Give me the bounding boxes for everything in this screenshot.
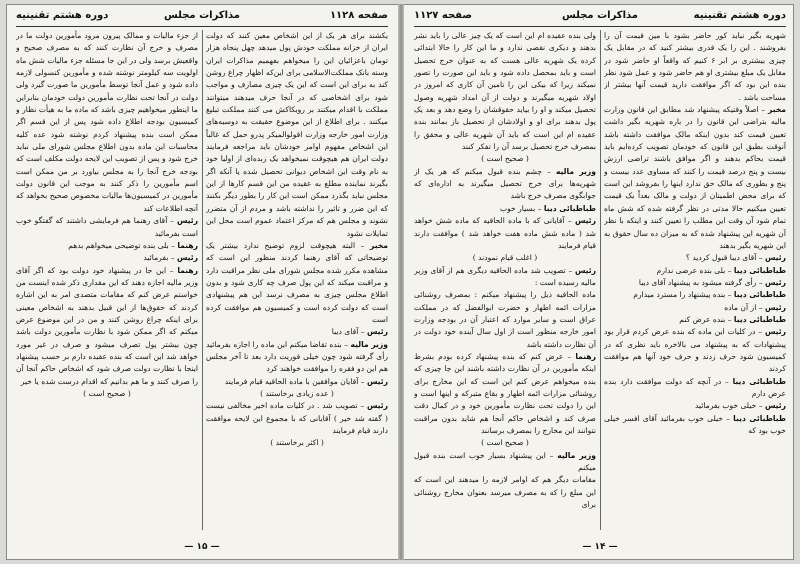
speaker-name: رئیس bbox=[176, 216, 198, 226]
text-paragraph: یکشند برای هر یک از این اشخاص معین کنند که دولت ایران از خزانه مملکت خودش پول میدهد چهل پنجاه هزار تومان باعزائیان این را میخواهم بفهمیم مذاکرات ایران وسنه بانک مملکت‌الاسلامی برای این‌که اظهار چراغ روشن کند به برای این است که این یک چیزی مصارف و مواجب شود برای اشخاصی که در آنجا حرف میدهند میتوانند مملکت با اقدام میکنند بر رویکاکش می کنند مملکت تبلیغ میکنند . برای اطلاع از این موضوع حقیقت به دوسیه‌های وزارت امور خارجه وزارت اقولوالمیکر پدرو حمل که غالباً این اشخاص مفهوم اوامر خودشان باید مراجعه فرمایند دولت ایران هم هیچوقت نمیخواهد یک زبده‌ای از اولیا خود به نام وقت این اشخاص دیوانی تحصیل شده یا آنکه اگر بگیرند نماینده مطلع به عقیده من این قسم کارها از این مجلس نباید بگذرد ممکن است این کار را بطور دیگر بکنند که این ضرر و تاثیر را نداشته باشد و مردم از آن متضرر نشوند و مجلس هم که مرکز اعتماد عموم است محل این تمایلات نشود bbox=[206, 31, 388, 238]
speech-paragraph bbox=[604, 326, 786, 375]
procedural-note: ( اغلب قیام نمودند ) bbox=[472, 253, 538, 263]
speech-text: این پیشنهاد بسیار خوب است بنده قبول میکنم bbox=[414, 450, 596, 473]
speech-paragraph bbox=[206, 240, 388, 326]
speech-paragraph bbox=[206, 400, 388, 437]
left-page bbox=[8, 4, 396, 560]
speaker-name: طباطبائی دیبا bbox=[732, 376, 786, 386]
speech-text: این جا در پیشنهاد خود دولت بود که اگر آقای وزیر مالیه اجازه دهند که این مقداری ذکر شده اینست من خواستم عرض کنم که مقامات متصدی امر به این اشاره کردند که حقوق‌ها از این قبیل بدهند به اشخاص معینی برای اینکه چراغ روشن کنند و من در این موضوع عرض میکنم که اگر ممکن شود با نظارت مأمورین دولت باشد چون بیشتر پول تصرف میشود و صرف در غیر مورد خواهد شد این است که بنده عقیده دارم بر حسب پیشنهاد اینجا با نظارت دولت صرف شود که اشخاص حاکم آنجا آن را صرف کنند و ما هم بدانیم که اقدام درست شده یا خیر bbox=[16, 265, 198, 386]
speech-paragraph bbox=[604, 104, 786, 252]
speaker-separator: – bbox=[756, 401, 765, 411]
speech-text: آقایانی که با ماده الحاقیه که ماده شش خواهد شد ( ماده شش ماده هفت خواهد شد ) موافقت دارند قیام فرمایند bbox=[414, 216, 596, 250]
text-paragraph: ولی بنده عقیده ام این است که یک چیز عالی را باید نشر بدهند و دیکری نقصی ندارد و ما این کار را حالا ابتدائی کرده یک شهریه عالی هست که به عنوان خرج تحصیل است و باید بمحصل داده شود و باید این صورت را تصور نمیکند زیرا که بیکی این را تامین آن کاری که امروز در اولاد شهریه میگیرند و دولت از آن امداد شهریه وصول تحصیل میکند و او را بیاید حقوقشان را وضع دهد و بعد یک پول بدهند برای او و اولادشان از تحصیل باز بمانند بنده عقیده ام این است که باید آن شهریه عالی و محقق را بمصرف خرج تحصیل برسد آن را تفکر کنند bbox=[414, 31, 596, 152]
procedural-note: ( صحیح است ) bbox=[481, 438, 529, 448]
speech-paragraph bbox=[604, 376, 786, 401]
header-rule bbox=[16, 26, 388, 27]
speech-text: بنده عرض کنم bbox=[679, 314, 726, 324]
speaker-separator: – bbox=[542, 166, 556, 176]
speech-paragraph bbox=[604, 252, 786, 264]
speaker-separator: – bbox=[168, 240, 178, 250]
speaker-separator: – bbox=[722, 413, 734, 423]
speaker-separator: – bbox=[563, 351, 576, 361]
speech-paragraph bbox=[414, 351, 596, 437]
journal-title: مذاکرات مجلس bbox=[561, 10, 639, 21]
book-gutter bbox=[398, 4, 404, 560]
text-paragraph: ماده الحاقیه ذیل را پیشنهاد میکنم : بمصرف روشنائی مزارات ائمه اطهار و حضرت ابوالفضل که در مملکت عراق است و سایر موارد که اعتبار آن در بودجه وزارت امور خارجه منظور است از اول سال آینده خود دولت در آن نظارت داشته باشد bbox=[414, 290, 596, 349]
speaker-name: رهنما bbox=[177, 265, 198, 275]
speech-paragraph bbox=[604, 289, 786, 301]
speaker-name: رهنما bbox=[177, 240, 198, 250]
left-page-column-left bbox=[16, 30, 198, 530]
page-number-label: صفحه ۱۱۲۸ bbox=[329, 10, 388, 21]
speaker-name: رئیس bbox=[366, 401, 388, 411]
speaker-name: رهنما bbox=[575, 351, 596, 361]
speaker-separator: – bbox=[755, 327, 765, 337]
speaker-separator: – bbox=[358, 327, 367, 337]
speech-text: چشم بنده قبول میکنم که هر یک از شهریه‌ها برای خرج تحصیل میگیرند به اداره‌ای که جوابگوی مصرف خرج باشد bbox=[414, 166, 596, 201]
procedural-note: ( صحیح است ) bbox=[83, 388, 131, 398]
speaker-separator: – bbox=[564, 216, 575, 226]
speaker-name: مخبر bbox=[768, 105, 786, 115]
speech-text: در کلیات این ماده که بنده عرض کردم قرار بود پیشنهادات که به پیشنهاد می بالاخره باید نظری که در کمیسیون شود حرف زدند و حرف خود آنها هم موافقت کردند bbox=[604, 327, 786, 374]
speaker-name: رئیس bbox=[764, 327, 786, 337]
speaker-separator: – bbox=[725, 314, 734, 324]
speech-text: رأی گرفته میشود به پیشنهاد آقای دیبا bbox=[638, 277, 757, 287]
left-page-column-right bbox=[206, 30, 388, 530]
speaker-separator: – bbox=[756, 302, 765, 312]
speaker-separator: – bbox=[545, 450, 558, 460]
speech-text: بفرمائید bbox=[143, 253, 169, 263]
speaker-separator: – bbox=[341, 339, 351, 349]
speech-text: بلی بنده توضیحی میخواهم بدهم bbox=[68, 240, 169, 250]
speech-text: آقای دیبا bbox=[331, 327, 359, 337]
speaker-name: رئیس bbox=[176, 253, 198, 263]
speech-paragraph bbox=[414, 166, 596, 203]
speaker-name: رئیس bbox=[366, 376, 388, 386]
right-page-header bbox=[414, 10, 786, 26]
text-paragraph: از جزء مالیات و ممالک پیرون مرود مأمورین دولت ما در مصرف و خرج آن نظارت کنند که به مصرف صحیح و واقعیش برسد ولی در این جا مسئله جزء مالیات شش ماه اولویت سه کیلومتر نوشته شده و مأمورین کنسولی لازمه داده شود و عمل آنجا توسط مأمورین ما صورت گیرد ولی دولت در آنجا تحت نظارت مأمورین دولت خودمان بنابراین ما اینطور میخواهیم چیزی باشد که ماده ما به هیأت نظار و کمیسیون بودجه اطلاع داده شود پس از این قسم اگر ممکن است بنده پیشنهاد کردم نوشته شود عده کلیه محاسبات این ماده بدون اطلاع مجلس شورای ملی نباید خرج شود و پس از تصویب این لایحه دولت مکلف است که بودجه خرج آنجا را به مجلس بیاورد بر من ممکن است اسم مأمورین را ذکر کنند به موجب این قانون دولت مأمورین در کمیسیون‌ها مالیات مخصوص صحیح بخواهد که آنچه اطلاعات کند bbox=[16, 31, 198, 213]
speech-paragraph bbox=[414, 265, 596, 290]
speaker-name: مخبر bbox=[370, 240, 388, 250]
speaker-name: طباطبائی دیبا bbox=[733, 413, 786, 423]
speech-paragraph bbox=[604, 265, 786, 277]
speaker-separator: – bbox=[756, 253, 765, 263]
procedural-note: ( صحیح است ) bbox=[481, 154, 529, 164]
header-rule bbox=[414, 26, 786, 27]
speech-paragraph bbox=[604, 400, 786, 412]
speaker-separator: – bbox=[721, 376, 733, 386]
speech-paragraph bbox=[16, 265, 198, 388]
speech-paragraph bbox=[16, 240, 198, 252]
speech-text: بسیار خوب bbox=[499, 203, 536, 213]
right-page-column-right bbox=[604, 30, 786, 530]
right-page bbox=[406, 4, 794, 560]
speaker-separator: – bbox=[565, 265, 575, 275]
speech-paragraph bbox=[604, 277, 786, 289]
speaker-name: طباطبائی دیبا bbox=[733, 290, 786, 300]
text-paragraph: مقامات دیگر هم که اوامر لازمه را میدهند این است که این مبلغ را که به مصرف میرسد بعنوان مخارج روشنائی برای bbox=[414, 475, 596, 510]
speech-text: بنده تقاضا میکنم این ماده را اجازه بفرمائید رأی گرفته شود چون خیلی فوریت دارد بعد تا آخر مجلس هم این دو فقره را موافقت خواهند کرد bbox=[206, 339, 388, 374]
speaker-separator: – bbox=[167, 216, 177, 226]
procedural-note: ( اکثر برخاستند ) bbox=[270, 438, 324, 448]
column-divider bbox=[202, 30, 203, 530]
speech-text: خیلی خوب بفرمائید bbox=[694, 401, 757, 411]
procedural-note: ( عده زیادی برخاستند ) bbox=[260, 388, 334, 398]
page-footer-number: — ۱۴ — bbox=[582, 542, 618, 552]
speaker-name: رئیس bbox=[764, 253, 786, 263]
speaker-separator: – bbox=[725, 290, 734, 300]
speech-text: بنده پیشنهاد را مسترد میدارم bbox=[633, 290, 726, 300]
speaker-separator: – bbox=[166, 265, 178, 275]
speech-text: خیلی خوب بفرمائید آقای افسر خیلی خوب بود که bbox=[604, 413, 786, 435]
speaker-separator: – bbox=[758, 105, 768, 115]
speech-paragraph bbox=[604, 413, 786, 438]
speech-paragraph bbox=[414, 203, 596, 215]
speaker-name: وزیر مالیه bbox=[557, 450, 596, 460]
journal-title: مذاکرات مجلس bbox=[163, 10, 241, 21]
page-number-label: صفحه ۱۱۲۷ bbox=[414, 10, 473, 21]
speech-text: تصویب شد . در کلیات ماده اخیر مخالفی نیست ( گفته شد خیر ) آقایانی که با مجموع این لایحه موافقت دارند قیام فرمایند bbox=[206, 401, 388, 435]
book-spread bbox=[6, 4, 794, 560]
speech-paragraph bbox=[414, 215, 596, 252]
speaker-separator: – bbox=[357, 401, 367, 411]
speaker-separator: – bbox=[168, 253, 177, 263]
speech-paragraph bbox=[414, 450, 596, 475]
speech-text: اصلاً وقتیکه پیشنهاد شد مطابق این قانون وزارت مالیه بتراضی این قانون را در باره شهریه بگیر داشت تعیین قیمت کند بدون اینکه مالک موافقت داشته باشد آنوقت بطبق این قانون که خودمان تصویب کرده‌ایم باید قیمت بحاکم بدهند و اگر موافق باشند تراضی ارزش بیست و پنج درصد قیمت را کنند که مساوی عدد بیست و پنج و بطوری که مالک حق ندارد اینها را بفروشد این است که برای محض اطمینان از دولت و مالک بعداً یک قیمت تعیین میکنیم حالا مدتی در نظر گرفته شده که شش ماه تمام شود آن وقت این مطلب را تعیین کنند و اینکه با نظر آن شهریه این پیشنهاد شده که به میزان ده سال حقوق به این شهریه بگیر بدهند bbox=[604, 105, 786, 250]
speaker-name: رئیس bbox=[366, 327, 388, 337]
speech-text: البته هیچوقت لزوم توضیح ندارد بیشتر یک توضیحاتی که آقای رهنما کردند منظور این است که مشاهده مکرر شده مجلس شورای ملی نظر مراقبت دارد و مراقبت میکند که این پول صرف چه کاری شود و بدون اطلاع مجلس چیزی به مصرف نرسد این هم پیشنهادی است که دولت کرده است و کمیسیون هم موافقت کرده است bbox=[206, 240, 388, 324]
speaker-name: وزیر مالیه bbox=[555, 166, 596, 176]
speech-text: عرض کنم که بنده پیشنهاد کرده بودم بشرط اینکه مأمورین در آن نظارت داشته باشند این جا چیزی که بنده میخواهم عرض کنم این است که این مخارج برای روشنائی مزارات ائمه اطهار و بقاع متبرکه و اینها است و این را دولت تحت نظارت مأمورین خود و در کمال دقت صرف کند و اشخاص حاکم آنجا هم شاید بدون مراقبت نتوانند این مخارج را بمصرف برسانند bbox=[414, 351, 596, 435]
speaker-separator: – bbox=[355, 240, 370, 250]
speaker-name: طباطبائی دیبا bbox=[733, 265, 786, 275]
speech-text: بلی بنده عرضی ندارم bbox=[656, 265, 726, 275]
speech-paragraph bbox=[604, 302, 786, 314]
speaker-name: رئیس bbox=[764, 401, 786, 411]
speaker-name: طباطبائی دیبا bbox=[543, 203, 596, 213]
text-paragraph: شهریه بگیر نباید کور حاضر بشود با مین قیمت آن را بفروشند . این را یک قدری بیشتر کنید که در مقابل یک چیزی بیشتری بر ابر ۶ کنیم که واقعاً او حاضر شود در مقابل یک مبلغ بیشتری او هم حاضر شود و عمل شود نظر بنده این بود که اگر موافقت دارید قیمت آنها بیشتر از مساحت باشد . bbox=[604, 31, 786, 102]
speaker-name: رئیس bbox=[574, 216, 596, 226]
speaker-name: طباطبائی دیبا bbox=[733, 314, 786, 324]
speaker-name: وزیر مالیه bbox=[350, 339, 388, 349]
right-page-column-left bbox=[414, 30, 596, 530]
speaker-name: رئیس bbox=[764, 277, 786, 287]
speech-text: در آنچه که دولت موافقت دارد بنده عرض دارم bbox=[604, 376, 786, 398]
speech-text: آقای دیبا قبول کردید ؟ bbox=[685, 253, 757, 263]
speech-paragraph bbox=[604, 314, 786, 326]
speech-paragraph bbox=[16, 215, 198, 240]
speaker-name: رئیس bbox=[764, 302, 786, 312]
left-page-header bbox=[16, 10, 388, 26]
speech-paragraph bbox=[206, 339, 388, 376]
session-period: دوره هشتم تقنینیه bbox=[693, 10, 786, 21]
speech-paragraph bbox=[206, 376, 388, 388]
speech-paragraph bbox=[16, 252, 198, 264]
speaker-separator: – bbox=[535, 203, 544, 213]
page-footer-number: — ۱۵ — bbox=[184, 542, 220, 552]
speech-text: تصویب شد ماده الحاقیه دیگری هم از آقای وزیر مالیه رسیده است : bbox=[414, 265, 596, 287]
speaker-separator: – bbox=[756, 277, 765, 287]
speech-text: آقای رهنما هم فرمایشی داشتند که گفتگو خوب است بفرمائید bbox=[16, 216, 198, 238]
speech-text: آقایان موافقین با ماده الحاقیه قیام فرمایند bbox=[224, 376, 359, 386]
column-divider bbox=[600, 30, 601, 530]
speech-paragraph bbox=[206, 326, 388, 338]
speaker-separator: – bbox=[358, 376, 367, 386]
speaker-separator: – bbox=[725, 265, 734, 275]
speech-text: از آن ماده bbox=[724, 302, 757, 312]
session-period: دوره هشتم تقنینیه bbox=[16, 10, 109, 21]
speaker-name: رئیس bbox=[574, 265, 596, 275]
